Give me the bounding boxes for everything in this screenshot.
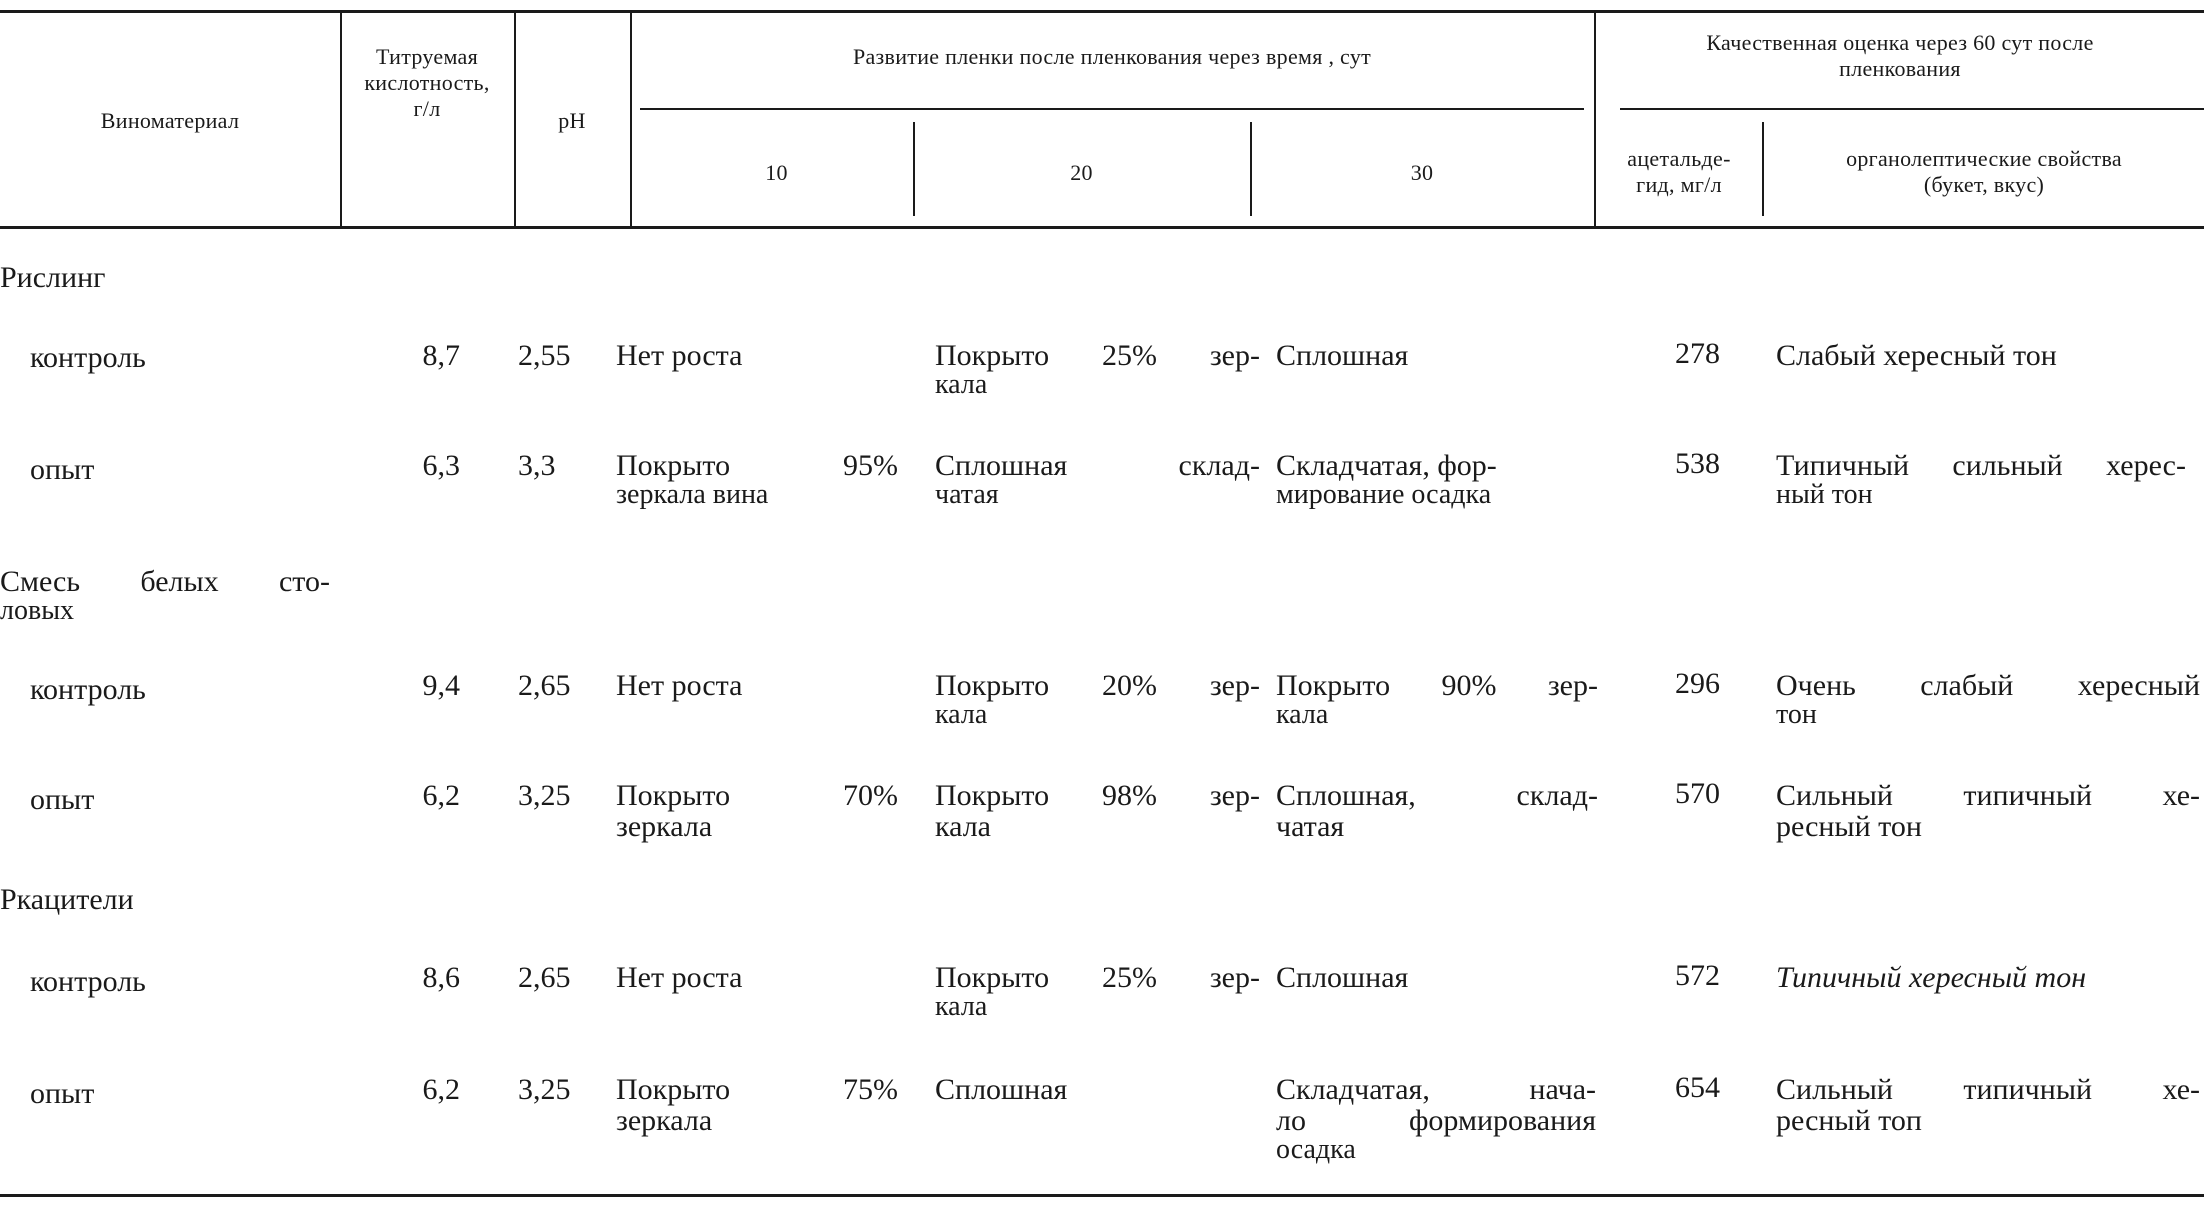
day10-value [616, 1074, 898, 1136]
day30-value [1276, 670, 1598, 729]
organoleptic-value [1776, 1074, 2200, 1136]
acetaldehyde-value: 572 [1675, 959, 1720, 992]
top-rule [0, 10, 2204, 13]
day10-line: Нет роста [616, 961, 743, 994]
organoleptic-line: тон [1776, 699, 1817, 730]
day30-line: мирование осадка [1276, 479, 1492, 510]
header-acidity-line: г/л [413, 96, 441, 121]
day30-line: Сплошная, склад- [1276, 779, 1598, 812]
ph-value: 2,65 [518, 961, 571, 994]
organoleptic-value [1776, 450, 2186, 509]
quality-group-underline [1620, 108, 2204, 110]
group-name-white-blend [0, 566, 330, 625]
header-acetaldehyde-line: ацетальде- [1627, 146, 1731, 171]
day10-line: зеркала вина [616, 479, 769, 510]
header-day-30: 30 [1410, 160, 1434, 185]
day10-value [616, 340, 896, 371]
organoleptic-line: Слабый хересный тон [1776, 339, 2057, 372]
acetaldehyde-value: 296 [1675, 667, 1720, 700]
day20-value [935, 962, 1260, 1021]
ph-value: 3,25 [518, 779, 571, 812]
acidity-value: 9,4 [422, 669, 460, 702]
ph-value: 3,25 [518, 1073, 571, 1106]
header-acidity [340, 44, 514, 122]
header-acetaldehyde-line: гид, мг/л [1636, 172, 1722, 197]
header-organoleptic-line: (букет, вкус) [1923, 172, 2045, 197]
row-label: опыт [30, 783, 95, 816]
day10-line: Покрыто 95% [616, 449, 898, 482]
day30-line: кала [1276, 699, 1329, 730]
day20-value [935, 450, 1260, 509]
day30-line: Сплошная [1276, 339, 1409, 372]
group-name-rkatsiteli: Ркацители [0, 883, 134, 916]
day10-line: Покрыто 70% [616, 779, 898, 812]
header-ph: pH [558, 108, 586, 133]
day30-value [1276, 962, 1596, 993]
bottom-rule [0, 1194, 2204, 1197]
day10-line: зеркала [616, 1104, 713, 1137]
day20-line: чатая [935, 479, 999, 510]
day30-line: Складчатая, нача- [1276, 1073, 1596, 1106]
acidity-value: 8,7 [422, 339, 460, 372]
header-day-10: 10 [765, 160, 788, 185]
day30-line: Покрыто 90% зер- [1276, 669, 1598, 702]
day10-value [616, 780, 898, 842]
organoleptic-value [1776, 340, 2186, 371]
organoleptic-value [1776, 962, 2200, 993]
acetaldehyde-value: 278 [1675, 337, 1720, 370]
row-label: контроль [30, 673, 146, 706]
day20-line: кала [935, 369, 988, 400]
film-group-underline [640, 108, 1584, 110]
header-quality-group [1596, 30, 2204, 82]
day20-line: Покрыто 25% зер- [935, 961, 1260, 994]
acidity-value: 6,2 [422, 779, 460, 812]
row-label: контроль [30, 341, 146, 374]
day10-line: Покрыто 75% [616, 1073, 898, 1106]
day20-line: кала [935, 991, 988, 1022]
header-quality-line: Качественная оценка через 60 сут после [1706, 30, 2094, 55]
day20-line: кала [935, 699, 988, 730]
header-material: Виноматериал [100, 108, 240, 133]
day20-line: Покрыто 25% зер- [935, 339, 1260, 372]
day20-line: кала [935, 810, 991, 843]
day20-line: Покрыто 20% зер- [935, 669, 1260, 702]
header-acidity-line: Титруемая [375, 44, 479, 69]
day30-line: осадка [1276, 1134, 1356, 1165]
header-acidity-line: кислотность, [364, 70, 490, 95]
day20-line: Покрыто 98% зер- [935, 779, 1260, 812]
header-organoleptic [1764, 146, 2204, 198]
ph-value: 2,65 [518, 669, 571, 702]
day20-line: Сплошная склад- [935, 449, 1260, 482]
header-organoleptic-line: органолептические свойства [1846, 146, 2122, 171]
organoleptic-value [1776, 670, 2200, 729]
row-label: контроль [30, 965, 146, 998]
header-quality-line: пленкования [1839, 56, 1961, 81]
day30-value [1276, 450, 1596, 509]
day10-value [616, 670, 896, 701]
header-divider-3 [630, 13, 632, 226]
day10-value [616, 962, 896, 993]
acidity-value: 8,6 [422, 961, 460, 994]
header-film-group: Развитие пленки после пленкования через время , сут [852, 44, 1372, 69]
day20-value [935, 1074, 1260, 1105]
day20-line: Сплошная [935, 1073, 1068, 1106]
group-name-line: ловых [0, 595, 75, 626]
acidity-value: 6,2 [422, 1073, 460, 1106]
organoleptic-line: Сильный типичный хе- [1776, 1073, 2200, 1106]
day10-line: Нет роста [616, 339, 743, 372]
day30-line: Сплошная [1276, 961, 1409, 994]
day10-line: Нет роста [616, 669, 743, 702]
acetaldehyde-value: 654 [1675, 1071, 1720, 1104]
organoleptic-line: Типичный сильный херес- [1776, 449, 2186, 482]
ph-value: 3,3 [518, 449, 556, 482]
organoleptic-line: Очень слабый хересный [1776, 669, 2200, 702]
acetaldehyde-value: 570 [1675, 777, 1720, 810]
group-name-line: Смесь белых сто- [0, 565, 330, 598]
row-label: опыт [30, 453, 95, 486]
group-name-riesling: Рислинг [0, 261, 106, 294]
day30-value [1276, 1074, 1596, 1164]
acetaldehyde-value: 538 [1675, 447, 1720, 480]
organoleptic-line: Сильный типичный хе- [1776, 779, 2200, 812]
organoleptic-line: ресный тон [1776, 810, 1922, 843]
day20-value [935, 340, 1260, 399]
organoleptic-value [1776, 780, 2200, 842]
row-label: опыт [30, 1077, 95, 1110]
header-acetaldehyde [1596, 146, 1762, 198]
day20-value [935, 780, 1260, 842]
header-bottom-rule [0, 226, 2204, 229]
organoleptic-line: ный тон [1776, 479, 1873, 510]
day10-value [616, 450, 898, 509]
day20-value [935, 670, 1260, 729]
acidity-value: 6,3 [422, 449, 460, 482]
day30-value [1276, 340, 1596, 371]
header-day-20: 20 [1070, 160, 1093, 185]
ph-value: 2,55 [518, 339, 571, 372]
day30-line: чатая [1276, 810, 1345, 843]
day30-line: ло формирования [1276, 1104, 1596, 1137]
day10-line: зеркала [616, 810, 713, 843]
day30-value [1276, 780, 1598, 842]
organoleptic-line: Типичный хересный тон [1776, 961, 2087, 994]
day30-line: Складчатая, фор- [1276, 449, 1497, 482]
organoleptic-line: ресный топ [1776, 1104, 1922, 1137]
